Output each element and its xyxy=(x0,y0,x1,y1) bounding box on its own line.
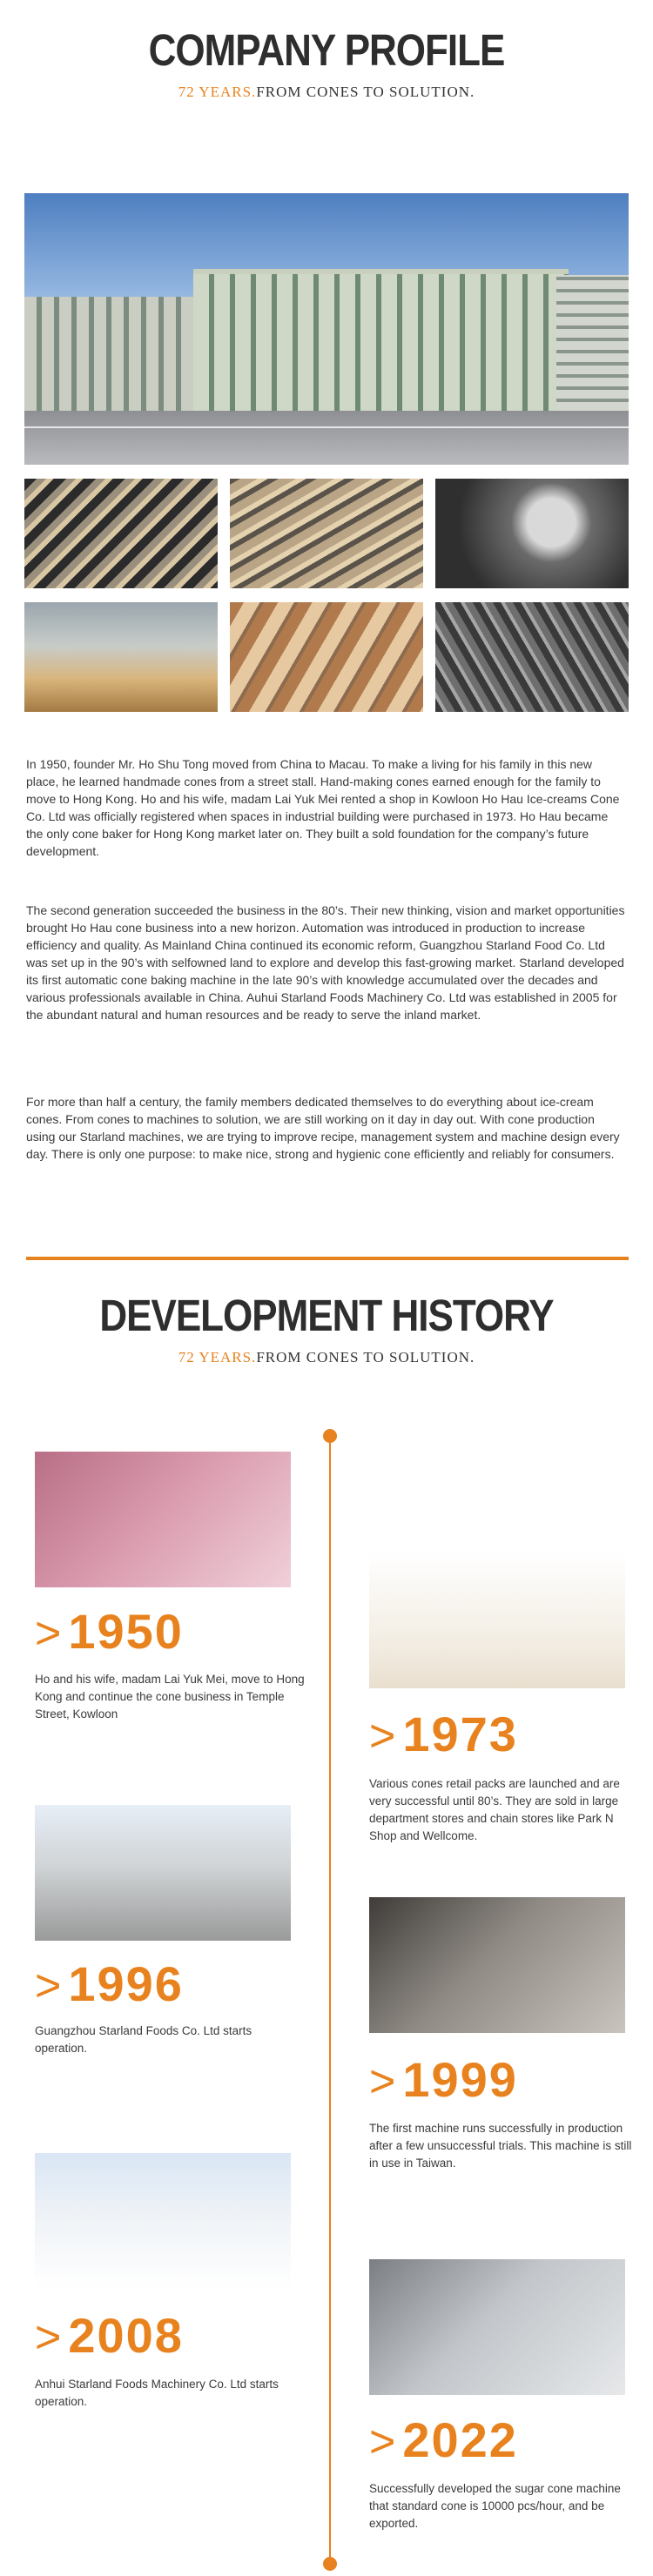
history-year-1999: > 1999 xyxy=(369,2052,518,2107)
timeline-dot-top xyxy=(323,1429,337,1443)
company-profile-subtitle xyxy=(0,84,653,101)
company-profile-title: COMPANY PROFILE xyxy=(148,26,505,76)
machine-photo-5 xyxy=(230,602,423,712)
history-desc-1950: Ho and his wife, madam Lai Yuk Mei, move to Hong Kong and continue the cone business in Temple Street, Kowloon xyxy=(35,1673,305,1721)
section-divider xyxy=(26,1257,629,1260)
history-desc-2022: Successfully developed the sugar cone machine that standard cone is 10000 pcs/hour, and be exported. xyxy=(369,2482,621,2530)
profile-paragraph-1: In 1950, founder Mr. Ho Shu Tong moved from China to Macau. To make a living for his family in this new place, he learned handmade cones from a street stall. Hand-making cones earned enough for the family to move to Hong Kong. Ho and his wife, madam Lai Yuk Mei rented a shop in Kowloon Ho Hau Ice-creams Cone Co. Ltd was officially registered when spaces in industrial building were purchased in 1973. Ho Hau became the only cone baker for Hong Kong market later on. They built a sold foundation for the company’s future development. xyxy=(26,757,620,858)
chevron-right-icon: > xyxy=(369,2056,398,2107)
chevron-right-icon: > xyxy=(35,1961,64,2011)
history-photo-1950 xyxy=(35,1452,291,1587)
history-desc-2008: Anhui Starland Foods Machinery Co. Ltd starts operation. xyxy=(35,2378,279,2408)
machine-photo-1 xyxy=(24,479,218,588)
development-history-subtitle xyxy=(0,1349,653,1366)
chevron-right-icon: > xyxy=(369,2417,398,2467)
timeline-line xyxy=(329,1436,331,2569)
development-history-title: DEVELOPMENT HISTORY xyxy=(99,1291,554,1341)
subtitle-years: 72 YEARS. xyxy=(178,1349,257,1365)
profile-paragraph-3: For more than half a century, the family members dedicated themselves to do everything about ice-cream cones. From cones to machines to solution, we are still working on it day in day out. With cone production using our Starland machines, we are trying to improve recipe, management system and machine design every day. There is only one purpose: to make nice, strong and hygienic cone efficiently and reliably for consumers. xyxy=(26,1095,620,1161)
history-photo-1999 xyxy=(369,1897,625,2033)
machine-photo-6 xyxy=(435,602,629,712)
history-desc-1996: Guangzhou Starland Foods Co. Ltd starts operation. xyxy=(35,2024,252,2055)
history-photo-2008 xyxy=(35,2153,291,2289)
chevron-right-icon: > xyxy=(35,1608,64,1659)
history-year-2022: > 2022 xyxy=(369,2412,518,2467)
history-year-1950: > 1950 xyxy=(35,1604,184,1659)
history-year-2008: > 2008 xyxy=(35,2308,184,2363)
machine-photo-4 xyxy=(24,602,218,712)
history-photo-1996 xyxy=(35,1805,291,1941)
profile-paragraph-2: The second generation succeeded the business in the 80’s. Their new thinking, vision and market opportunities brought Ho Hau cone business into a new horizon. Automation was introduced in production to increase efficiency and quality. As Mainland China continued its economic reform, Guangzhou Starland Food Co. Ltd was set up in the 90’s with selfowned land to explore and develop this fast-growing market. Starland developed its first automatic cone baking machine in the late 90’s with knowledge accumulated over the decades and various professionals available in China. Auhui Starland Foods Machinery Co. Ltd was established in 2005 for the abundant natural and human resources and be ready to serve the inland market. xyxy=(26,903,625,1022)
subtitle-slogan: FROM CONES TO SOLUTION. xyxy=(256,1349,475,1365)
history-year-1973: > 1973 xyxy=(369,1707,518,1761)
subtitle-slogan: FROM CONES TO SOLUTION. xyxy=(256,84,475,100)
subtitle-years: 72 YEARS. xyxy=(178,84,257,100)
chevron-right-icon: > xyxy=(35,2312,64,2363)
machine-photo-3 xyxy=(435,479,629,588)
machine-photo-2 xyxy=(230,479,423,588)
chevron-right-icon: > xyxy=(369,1711,398,1761)
factory-building-photo xyxy=(24,193,629,465)
history-photo-1973 xyxy=(369,1553,625,1688)
history-desc-1999: The first machine runs successfully in production after a few unsuccessful trials. This machine is still in use in Taiwan. xyxy=(369,2122,632,2170)
history-photo-2022 xyxy=(369,2259,625,2395)
history-desc-1973: Various cones retail packs are launched and are very successful until 80’s. They are sold in large department stores and chain stores like Park N Shop and Wellcome. xyxy=(369,1777,620,1842)
timeline-dot-bottom xyxy=(323,2557,337,2571)
history-year-1996: > 1996 xyxy=(35,1956,184,2011)
